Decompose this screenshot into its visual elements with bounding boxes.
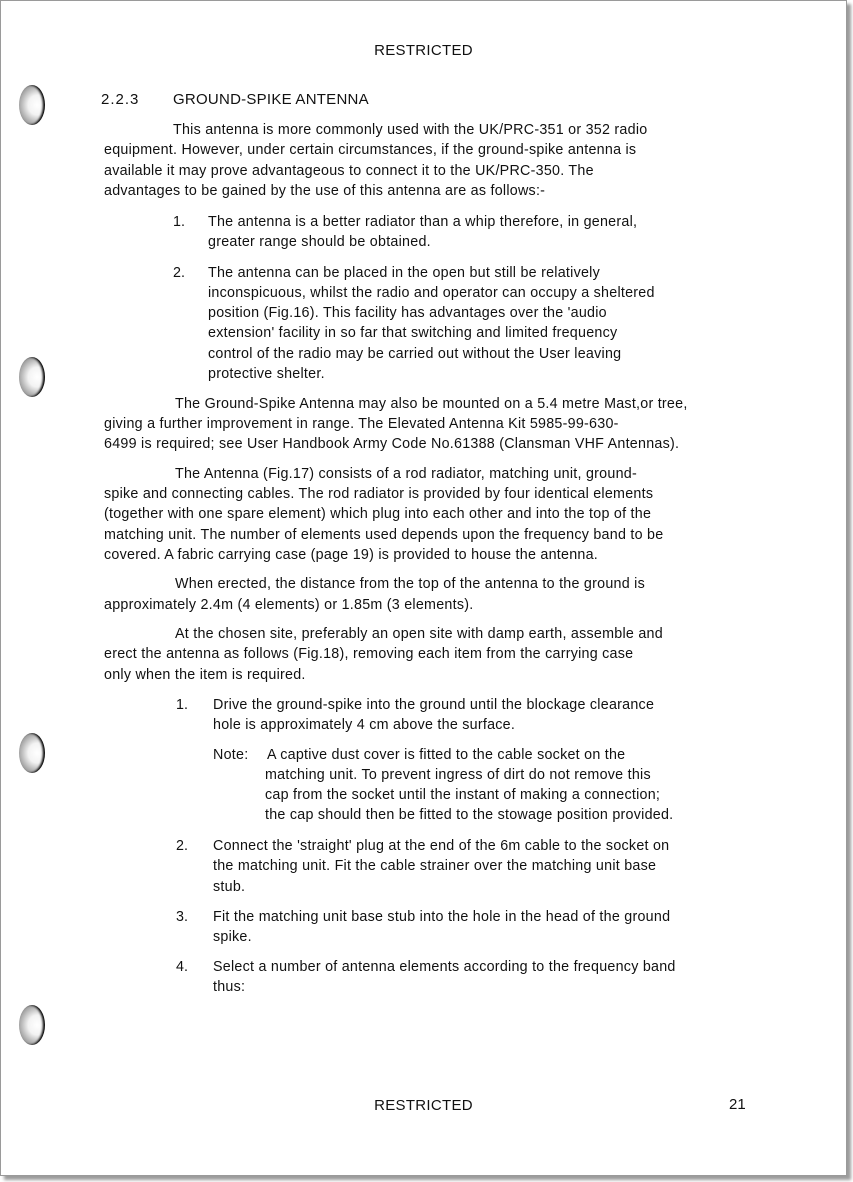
- page-number: 21: [729, 1096, 746, 1113]
- advantage-line: The antenna can be placed in the open but still be relatively: [208, 265, 600, 281]
- mast-paragraph-line: 6499 is required; see User Handbook Army Code No.61388 (Clansman VHF Antennas).: [104, 436, 680, 452]
- advantage-number: 1.: [173, 214, 185, 230]
- antenna-paragraph-line: spike and connecting cables. The rod radiator is provided by four identical elements: [104, 486, 654, 502]
- intro-line: This antenna is more commonly used with the UK/PRC-351 or 352 radio: [173, 122, 648, 138]
- step-line: Fit the matching unit base stub into the hole in the head of the ground: [213, 909, 671, 925]
- step-number: 4.: [176, 959, 188, 975]
- advantage-line: control of the radio may be carried out without the User leaving: [208, 346, 622, 362]
- step-line: thus:: [213, 979, 246, 995]
- intro-line: equipment. However, under certain circumstances, if the ground-spike antenna is: [104, 142, 637, 158]
- note-label: Note:: [213, 747, 249, 763]
- step-number: 3.: [176, 909, 188, 925]
- mast-paragraph-line: The Ground-Spike Antenna may also be mounted on a 5.4 metre Mast,or tree,: [175, 396, 688, 412]
- antenna-paragraph-line: covered. A fabric carrying case (page 19) is provided to house the antenna.: [104, 547, 599, 563]
- site-paragraph-line: erect the antenna as follows (Fig.18), removing each item from the carrying case: [104, 646, 634, 662]
- step-line: spike.: [213, 929, 252, 945]
- note-line: cap from the socket until the instant of making a connection;: [265, 787, 661, 803]
- advantage-line: greater range should be obtained.: [208, 234, 431, 250]
- advantage-number: 2.: [173, 265, 185, 281]
- step-line: Drive the ground-spike into the ground until the blockage clearance: [213, 697, 655, 713]
- page-header: RESTRICTED: [374, 42, 473, 59]
- step-number: 2.: [176, 838, 188, 854]
- step-line: hole is approximately 4 cm above the surface.: [213, 717, 516, 733]
- erected-paragraph-line: When erected, the distance from the top of the antenna to the ground is: [175, 576, 645, 592]
- site-paragraph-line: At the chosen site, preferably an open site with damp earth, assemble and: [175, 626, 663, 642]
- note-line: matching unit. To prevent ingress of dirt do not remove this: [265, 767, 651, 783]
- advantage-line: The antenna is a better radiator than a whip therefore, in general,: [208, 214, 638, 230]
- advantage-line: protective shelter.: [208, 366, 325, 382]
- intro-line: advantages to be gained by the use of this antenna are as follows:-: [104, 183, 546, 199]
- step-line: Connect the 'straight' plug at the end of the 6m cable to the socket on: [213, 838, 670, 854]
- step-line: Select a number of antenna elements according to the frequency band: [213, 959, 676, 975]
- advantage-line: position (Fig.16). This facility has advantages over the 'audio: [208, 305, 607, 321]
- note-line: A captive dust cover is fitted to the cable socket on the: [267, 747, 626, 763]
- page-footer: RESTRICTED: [374, 1097, 473, 1114]
- binder-hole-lower-middle: [19, 733, 45, 773]
- intro-line: available it may prove advantageous to connect it to the UK/PRC-350. The: [104, 163, 594, 179]
- advantage-line: extension' facility in so far that switching and limited frequency: [208, 325, 618, 341]
- antenna-paragraph-line: The Antenna (Fig.17) consists of a rod radiator, matching unit, ground-: [175, 466, 637, 482]
- binder-hole-top: [19, 85, 45, 125]
- mast-paragraph-line: giving a further improvement in range. The Elevated Antenna Kit 5985-99-630-: [104, 416, 619, 432]
- step-line: stub.: [213, 879, 246, 895]
- binder-hole-bottom: [19, 1005, 45, 1045]
- erected-paragraph-line: approximately 2.4m (4 elements) or 1.85m (3 elements).: [104, 597, 474, 613]
- binder-hole-upper-middle: [19, 357, 45, 397]
- site-paragraph-line: only when the item is required.: [104, 667, 306, 683]
- advantage-line: inconspicuous, whilst the radio and operator can occupy a sheltered: [208, 285, 655, 301]
- step-line: the matching unit. Fit the cable strainer over the matching unit base: [213, 858, 657, 874]
- note-line: the cap should then be fitted to the stowage position provided.: [265, 807, 674, 823]
- step-number: 1.: [176, 697, 188, 713]
- section-number: 2.2.3: [101, 91, 140, 108]
- antenna-paragraph-line: (together with one spare element) which plug into each other and into the top of the: [104, 506, 652, 522]
- antenna-paragraph-line: matching unit. The number of elements used depends upon the frequency band to be: [104, 527, 664, 543]
- section-title: GROUND-SPIKE ANTENNA: [173, 91, 369, 108]
